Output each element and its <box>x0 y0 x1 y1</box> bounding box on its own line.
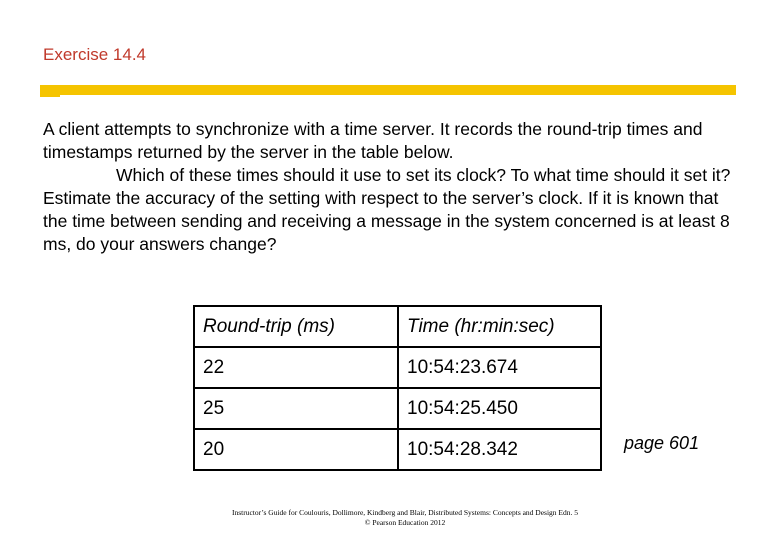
table-row <box>194 347 601 388</box>
table-row <box>194 429 601 470</box>
title-underline-bar <box>40 85 736 95</box>
time-cell: 10:54:25.450 <box>398 388 601 429</box>
exercise-paragraph-1: A client attempts to synchronize with a time server. It records the round-trip times and timestamps returned by the server in the table below. <box>43 119 703 162</box>
round-trip-cell: 22 <box>194 347 398 388</box>
round-trip-cell: 20 <box>194 429 398 470</box>
time-cell: 10:54:28.342 <box>398 429 601 470</box>
title-underline-tail <box>40 95 60 97</box>
slide-title: Exercise 14.4 <box>43 45 146 64</box>
exercise-text <box>43 118 743 256</box>
slide-footer <box>205 508 605 528</box>
page-reference: page 601 <box>624 433 700 453</box>
table-row <box>194 388 601 429</box>
round-trip-cell: 25 <box>194 388 398 429</box>
footer-citation: Instructor’s Guide for Coulouris, Dollimore, Kindberg and Blair, Distributed Systems: Concepts and Design Edn. 5 <box>231 508 579 517</box>
time-cell: 10:54:23.674 <box>398 347 601 388</box>
header-time: Time (hr:min:sec) <box>398 306 601 347</box>
exercise-paragraph-2: Which of these times should it use to set its clock? To what time should it set it? Estimate the accuracy of the setting with respect to the server’s clock. If it is known that the time between sending and receiving a message in the system concerned is at least 8 ms, do your answers change? <box>43 165 731 254</box>
header-round-trip: Round-trip (ms) <box>194 306 398 347</box>
round-trip-table <box>193 305 602 471</box>
table-header-row <box>194 306 601 347</box>
footer-copyright: © Pearson Education 2012 <box>364 518 446 527</box>
